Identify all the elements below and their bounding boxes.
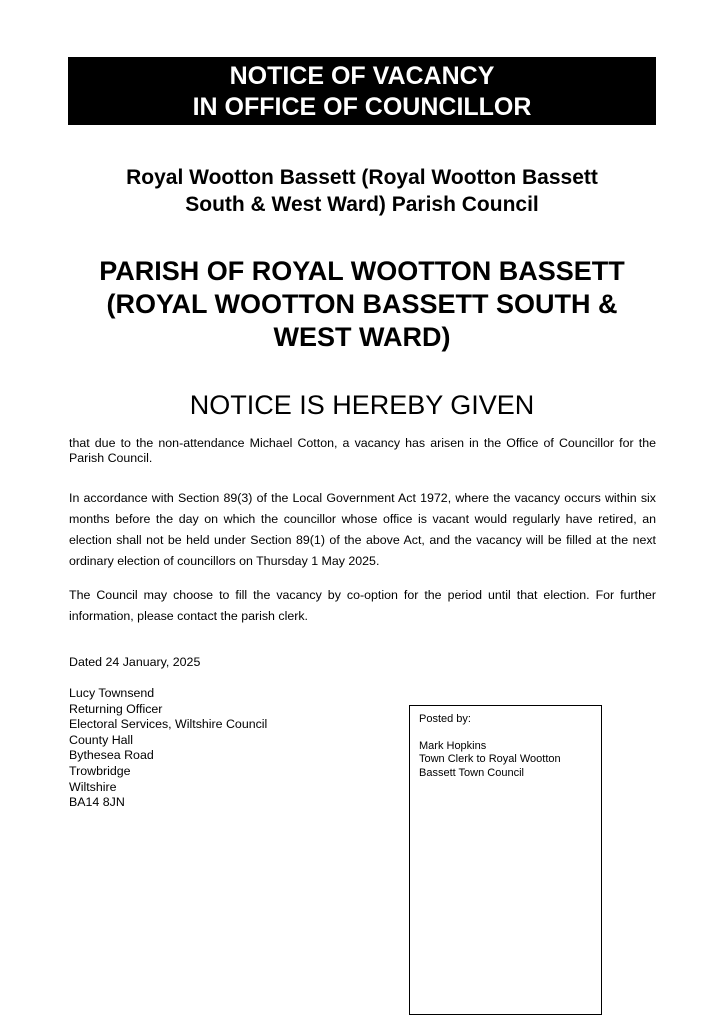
parish-heading-line-3: WEST WARD) xyxy=(273,322,451,352)
address-line: County Hall xyxy=(69,732,134,747)
posted-by-box xyxy=(409,705,602,1015)
parish-heading-line-2: (ROYAL WOOTTON BASSETT SOUTH & xyxy=(106,289,618,319)
posted-by-line: Mark Hopkins xyxy=(419,739,487,752)
address-line: Wiltshire xyxy=(69,779,117,794)
address-line: Electoral Services, Wiltshire Council xyxy=(69,717,268,732)
co-option-paragraph: The Council may choose to fill the vacancy by co-option for the period until that election. For further information, please contact the parish clerk. xyxy=(69,588,656,623)
notice-title-line-1: NOTICE OF VACANCY xyxy=(229,62,495,90)
dated-line: Dated 24 January, 2025 xyxy=(69,655,201,669)
notice-title-line-2: IN OFFICE OF COUNCILLOR xyxy=(192,93,532,121)
parish-heading-line-1: PARISH OF ROYAL WOOTTON BASSETT xyxy=(99,256,625,286)
address-line: Returning Officer xyxy=(69,701,163,716)
legal-paragraph: In accordance with Section 89(3) of the Local Government Act 1972, where the vacancy occurs within six months before the day on which the councillor whose office is vacant would regularly have retired, an election shall not be held under Section 89(1) of the above Act, and the vacancy will be filled at the next ordinary election of councillors on Thursday 1 May 2025. xyxy=(69,491,656,568)
notice-title-banner xyxy=(68,57,656,125)
vacancy-paragraph: that due to the non-attendance Michael Cotton, a vacancy has arisen in the Office of Councillor for the Parish Council. xyxy=(69,436,656,465)
posted-by-line: Bassett Town Council xyxy=(419,766,524,779)
address-line: BA14 8JN xyxy=(69,795,125,810)
returning-officer-address xyxy=(69,686,267,811)
notice-heading: NOTICE IS HEREBY GIVEN xyxy=(189,390,535,420)
posted-by-line: Town Clerk to Royal Wootton xyxy=(419,753,561,766)
council-name-line-1: Royal Wootton Bassett (Royal Wootton Bassett xyxy=(126,166,598,189)
address-line: Bythesea Road xyxy=(69,748,154,763)
council-name-line-2: South & West Ward) Parish Council xyxy=(185,193,539,216)
parish-heading xyxy=(60,255,664,354)
address-line: Trowbridge xyxy=(69,763,131,778)
address-line: Lucy Townsend xyxy=(69,686,155,700)
posted-by-label: Posted by: xyxy=(419,713,471,725)
council-name xyxy=(60,164,664,218)
